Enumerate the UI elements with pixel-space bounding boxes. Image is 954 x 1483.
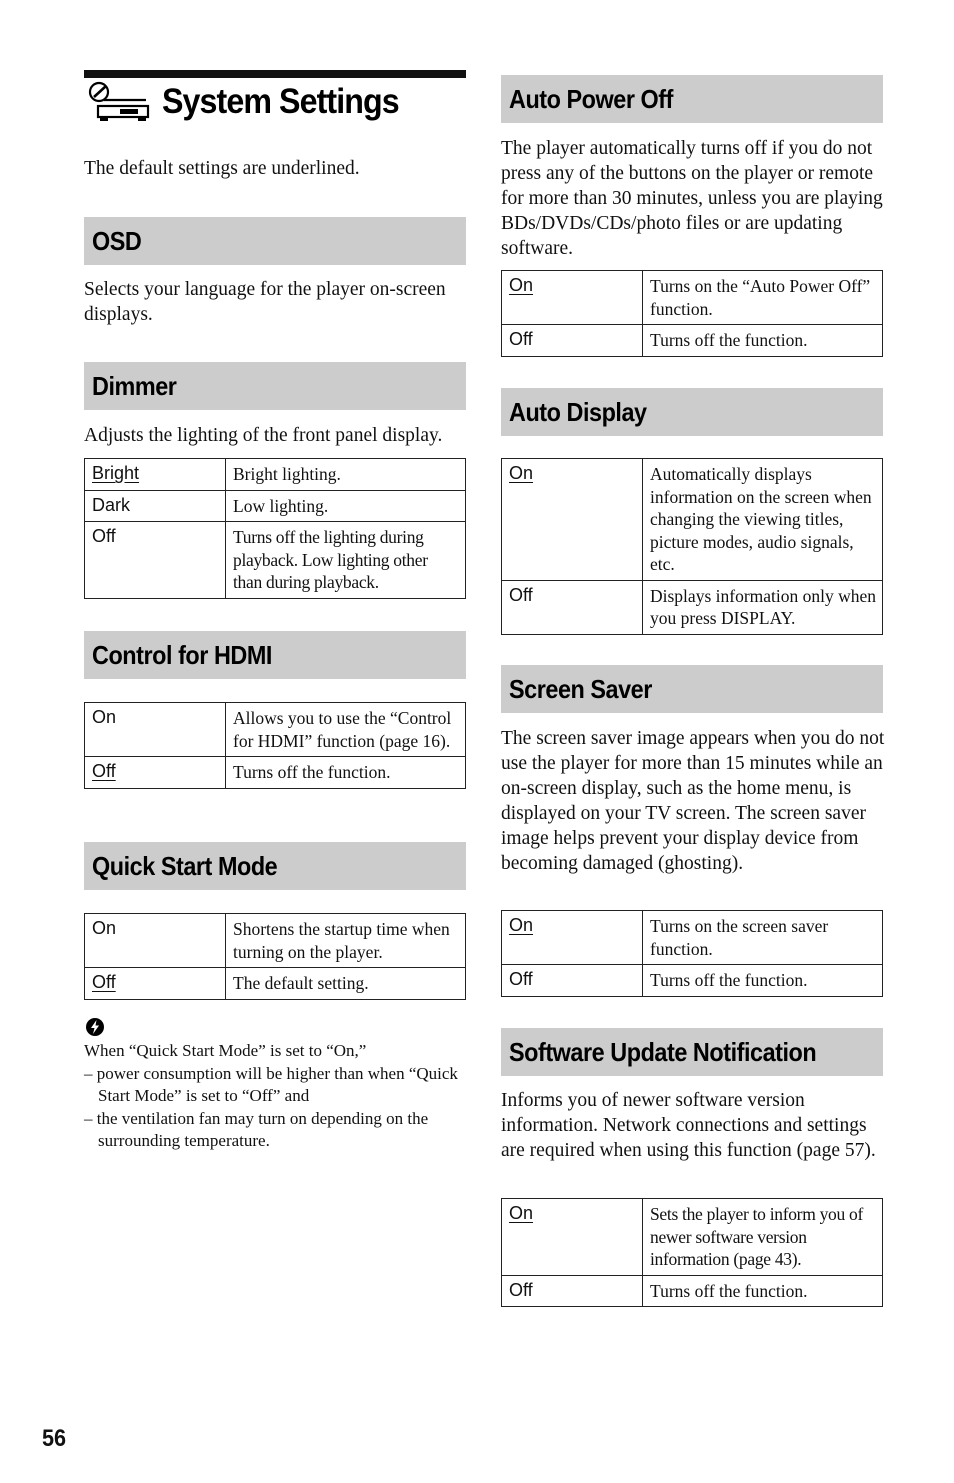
auto-power-off-description: The player automatically turns off if you do not press any of the buttons on the player or remote for more than 30 minutes, unless you are playing BDs/DVDs/CDs/photo files or are updating software. <box>501 138 883 259</box>
table-row <box>502 1275 883 1307</box>
option-description: Displays information only when you press DISPLAY. <box>643 580 883 634</box>
control-hdmi-options-table <box>84 702 466 789</box>
option-description: Low lighting. <box>226 490 466 522</box>
option-label: On <box>92 918 117 938</box>
option-label: Off <box>509 1279 533 1300</box>
control-hdmi-section-header: Control for HDMI <box>84 631 466 679</box>
table-row <box>502 911 883 965</box>
option-label: Dark <box>92 494 131 515</box>
quick-start-section-header: Quick Start Mode <box>84 842 466 890</box>
screen-saver-section-header: Screen Saver <box>501 665 883 713</box>
option-description: Turns off the lighting during playback. Low lighting other than during playback. <box>226 522 466 599</box>
table-row <box>85 703 466 757</box>
table-row <box>502 1199 883 1276</box>
table-row <box>85 914 466 968</box>
software-update-options-table <box>501 1198 883 1307</box>
option-label: On <box>509 275 534 295</box>
dimmer-section-header: Dimmer <box>84 362 466 410</box>
option-label: Off <box>92 526 116 546</box>
option-label: Off <box>92 972 116 992</box>
option-description: Sets the player to inform you of newer software version information (page 43). <box>643 1199 883 1276</box>
auto-display-section-header: Auto Display <box>501 388 883 436</box>
option-label: Off <box>509 969 533 989</box>
option-description: Turns on the “Auto Power Off” function. <box>643 271 883 325</box>
auto-power-off-section-header: Auto Power Off <box>501 75 883 123</box>
table-row <box>85 968 466 1000</box>
software-update-description: Informs you of newer software version information. Network connections and settings are required when using this function (page 57). <box>501 1090 876 1161</box>
table-row <box>502 580 883 634</box>
option-label: On <box>509 915 534 935</box>
auto-display-options-table <box>501 458 883 635</box>
screen-saver-description: The screen saver image appears when you do not use the player for more than 15 minutes while an on-screen display, such as the home menu, is displayed on your TV screen. The screen saver image helps prevent your display device from becoming damaged (ghosting). <box>501 728 885 874</box>
hint-icon <box>85 1017 105 1037</box>
osd-section-header: OSD <box>84 217 466 265</box>
title-rule <box>84 70 466 78</box>
option-description: Turns on the screen saver function. <box>643 911 883 965</box>
page-title: System Settings <box>162 82 399 121</box>
option-description: Allows you to use the “Control for HDMI” function (page 16). <box>226 703 466 757</box>
option-label: Bright <box>92 463 140 483</box>
option-label: On <box>509 1203 534 1223</box>
option-label: On <box>509 463 534 483</box>
option-description: Turns off the function. <box>226 757 466 789</box>
option-label: On <box>92 707 117 727</box>
osd-description: Selects your language for the player on-screen displays. <box>84 279 446 325</box>
table-row <box>502 271 883 325</box>
quick-start-note <box>84 1040 468 1153</box>
option-label: Off <box>92 761 116 781</box>
option-description: Automatically displays information on the screen when changing the viewing titles, picture modes, audio signals, etc. <box>643 459 883 581</box>
option-description: Shortens the startup time when turning on the player. <box>226 914 466 968</box>
dimmer-description: Adjusts the lighting of the front panel display. <box>84 425 443 446</box>
option-label: Off <box>509 584 533 605</box>
option-description: Turns off the function. <box>643 325 883 357</box>
option-description: Turns off the function. <box>643 965 883 997</box>
settings-tool-icon <box>86 80 152 124</box>
intro-text: The default settings are underlined. <box>84 158 360 179</box>
table-row <box>85 490 466 522</box>
quick-start-options-table <box>84 913 466 1000</box>
note-item: – power consumption will be higher than when “Quick Start Mode” is set to “Off” and <box>84 1063 458 1105</box>
dimmer-options-table <box>84 458 466 599</box>
option-description: The default setting. <box>226 968 466 1000</box>
table-row <box>502 965 883 997</box>
table-row <box>85 522 466 599</box>
option-label: Off <box>509 329 533 349</box>
table-row <box>85 757 466 789</box>
option-description: Turns off the function. <box>643 1275 883 1307</box>
screen-saver-options-table <box>501 910 883 997</box>
table-row <box>502 459 883 581</box>
table-row <box>85 459 466 491</box>
note-line: When “Quick Start Mode” is set to “On,” <box>84 1041 367 1060</box>
option-description: Bright lighting. <box>226 459 466 491</box>
auto-power-off-options-table <box>501 270 883 357</box>
note-item: – the ventilation fan may turn on depending on the surrounding temperature. <box>84 1108 429 1150</box>
table-row <box>502 325 883 357</box>
software-update-section-header: Software Update Notification <box>501 1028 883 1076</box>
page-number: 56 <box>42 1425 67 1452</box>
